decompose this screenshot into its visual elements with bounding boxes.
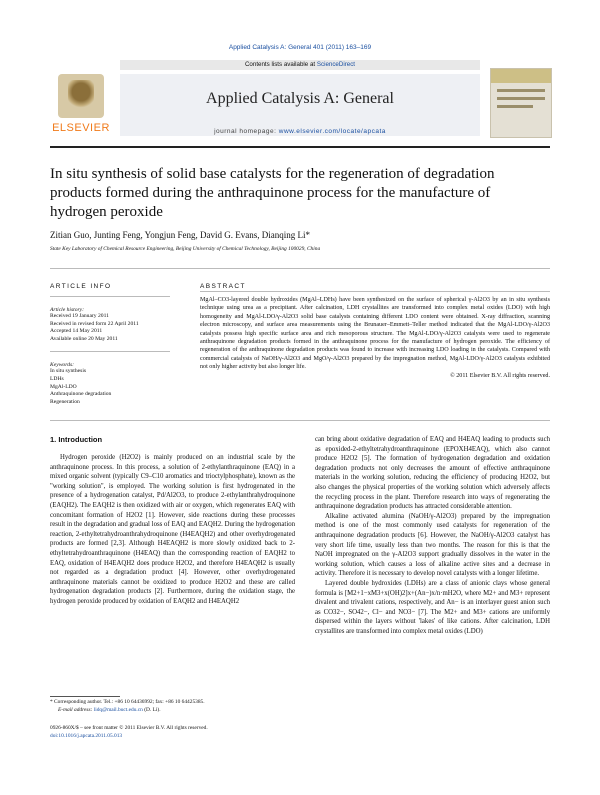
abstract-text: MgAl–CO3-layered double hydroxides (MgAl–LDHs) have been synthesized on the surface of spherical γ-Al2O3 by an in situ synthesis technique using urea as a precipitant. After calcination, LDH crystallites are transformed into complex metal oxides (LDO) with high homogeneity and MgAl-LDO/γ-Al2O3 solid base catalysts containing different LDO content were obtained. X-ray diffraction, scanning electron microscopy, and surface area measurements using the Brunauer–Emmett–Teller method indicated that the MgAl-LDO/γ-Al2O3 catalysts possess high specific surface area and rich mesoporous structure. The MgAl-LDO/γ-Al2O3 catalysts were used to regenerate anthraquinone degradation products formed in the anthraquinone process for the manufacture of hydrogen peroxide. The efficiency of regeneration of the anthraquinone degradation products was found to increase with increasing LDO loading in the catalysts. Compared with commercial catalysts of NaOH/γ-Al2O3 and MgO/γ-Al2O3 prepared by the impregnation method, MgAl-LDO/γ-Al2O3 catalysts exhibited not only higher activity but also longer life.	[200, 297, 550, 371]
front-matter	[50, 725, 295, 740]
keywords-label: Keywords:	[50, 362, 75, 369]
abstract	[200, 296, 550, 380]
journal-banner	[120, 74, 480, 136]
contents-list-bar	[120, 60, 480, 70]
history-item: Received 19 January 2011	[50, 313, 109, 319]
paragraph: can bring about oxidative degradation of EAQ and H4EAQ leading to products such as epoxided-2-ethyltetrahydroanthraquinone (EPOXH4EAQ), which also cannot produce H2O2 [5]. The formation of hydrogenation degradation and oxidation degradation products not only decreases the amount of effective anthraquinone materials in the working solution, reducing the efficiency of producing H2O2, but also changes the physical properties of the working solution which adversely affects the recycling process in the plant. Therefore research into ways of regenerating the anthraquinone degradation products has attracted considerable attention.	[315, 436, 550, 511]
affiliation: State Key Laboratory of Chemical Resource Engineering, Beijing University of Chemical Technology, Beijing 100029, China	[50, 246, 321, 252]
elsevier-logo	[50, 74, 112, 136]
elsevier-tree-icon	[58, 74, 104, 118]
corresponding-author: * Corresponding author. Tel.: +86 10 64436992; fax: +86 10 64425385.	[50, 699, 205, 705]
homepage-prefix: journal homepage:	[214, 128, 279, 135]
doi-link[interactable]: doi:10.1016/j.apcata.2011.05.013	[50, 732, 123, 739]
paragraph: Hydrogen peroxide (H2O2) is mainly produced on an industrial scale by the anthraquinone process. In this process, a solution of 2-ethylanthraquinone (EAQ) in a mixed organic solvent (typically C9–C10 aromatics and trioctylphosphate), known as the "working solution", is employed. The working solution is first hydrogenated in the presence of a hydrogenation catalyst, Pd/Al2O3, to produce 2-ethylanthrahydroquinone (EAQH2). The EAQH2 is then oxidized with air or oxygen, which regenerates EAQ with concomitant formation of H2O2 [1]. However, side reactions during these processes result in the degradation and gradual loss of EAQ and EAQH2. During the hydrogenation reaction, 2-ethyltetrahydroanthrahydroquinone (H4EAQH2) and other overhydrogenated products are formed [2,3]. Although H4EAQH2 is more slowly oxidized back to 2-ethyltetrahydroanthraquinone (H4EAQ) than the corresponding reaction of EAQH2 to EAQ, oxidation of H4EAQH2 does produce H2O2, and therefore H4EAQH2 is usually not regarded as a degradation product [4]. However, other overhydrogenated anthraquinone materials cannot be oxidized to produce H2O2 and these are called hydrogenation degradation products [2]. Furthermore, during the oxidation stage, the hydrogen peroxide produced by oxidation of EAQH2 and H4EAQH2	[50, 454, 295, 605]
journal-reference[interactable]: Applied Catalysis A: General 401 (2011) 163–169	[228, 44, 372, 51]
divider	[50, 268, 550, 269]
article-info-heading: ARTICLE INFO	[50, 283, 112, 290]
author-list: Zitian Guo, Junting Feng, Yongjun Feng, David G. Evans, Dianqing Li*	[50, 230, 310, 240]
keyword: Regeneration	[50, 398, 80, 405]
contents-prefix: Contents lists available at	[244, 61, 317, 68]
email-suffix: (D. Li).	[142, 706, 161, 713]
history-item: Received in revised form 22 April 2011	[50, 320, 139, 327]
abstract-bottom-rule	[50, 420, 550, 421]
footnote-rule	[50, 696, 120, 697]
body-column-right	[315, 435, 550, 636]
keyword: In situ synthesis	[50, 368, 87, 375]
paragraph: Layered double hydroxides (LDHs) are a class of anionic clays whose general formula is [M2+1−xM3+x(OH)2]x+(An−)x/n·mH2O, where M2+ and M3+ represent divalent and trivalent cations, respectively, and An− is an interlayer guest anion such as CO32−, SO42−, Cl− and NO3− [7]. The M2+ and M3+ cations are uniformly dispersed within the layers without 'lakes' of like cations. After calcination, LDH crystallites are transformed into complex metal oxides (LDO)	[315, 579, 550, 635]
copyright: © 2011 Elsevier B.V. All rights reserved.	[450, 372, 550, 379]
history-item: Available online 20 May 2011	[50, 335, 118, 342]
publisher-name: ELSEVIER	[52, 122, 110, 134]
homepage-link[interactable]: www.elsevier.com/locate/apcata	[278, 128, 386, 135]
paragraph: Alkaline activated alumina (NaOH/γ-Al2O3) prepared by the impregnation method is one of the most commonly used catalysts for regeneration of the anthraquinone degradation products [6]. However, the NaOH/γ-Al2O3 catalyst has very short life time, usually less than two months. The reason for this is that the NaOH impregnated on the γ-Al2O3 support gradually dissolves in the water in the working solution, which causes a loss of alkaline active sites and a decrease in activity. Therefore it is necessary to develop novel catalysts with a longer lifetime.	[315, 512, 550, 578]
email-link[interactable]: lidq@mail.buct.edu.cn	[93, 706, 143, 713]
keyword: Anthraquinone degradation	[50, 391, 112, 398]
header-rule	[50, 146, 550, 148]
journal-header	[50, 58, 550, 142]
abstract-heading: ABSTRACT	[200, 283, 246, 290]
article-info	[50, 283, 170, 406]
journal-cover-icon	[490, 68, 552, 138]
body-column-left	[50, 453, 295, 607]
abstract-rule	[200, 291, 550, 292]
footnote	[50, 699, 295, 714]
keyword: MgAl-LDO	[50, 383, 77, 390]
journal-title: Applied Catalysis A: General	[206, 90, 394, 107]
history-label: Article history:	[50, 307, 85, 313]
email-label: E-mail address:	[58, 706, 94, 713]
section-heading: 1. Introduction	[50, 435, 103, 444]
sciencedirect-link[interactable]: ScienceDirect	[316, 61, 356, 68]
keyword: LDHs	[50, 375, 64, 382]
history-item: Accepted 14 May 2011	[50, 328, 103, 335]
journal-homepage	[120, 128, 480, 135]
issn-line: 0926-860X/$ – see front matter © 2011 Elsevier B.V. All rights reserved.	[50, 725, 208, 731]
article-title: In situ synthesis of solid base catalysts for the regeneration of degradation products formed during the anthraquinone process for the manufacture of hydrogen peroxide	[50, 166, 495, 220]
